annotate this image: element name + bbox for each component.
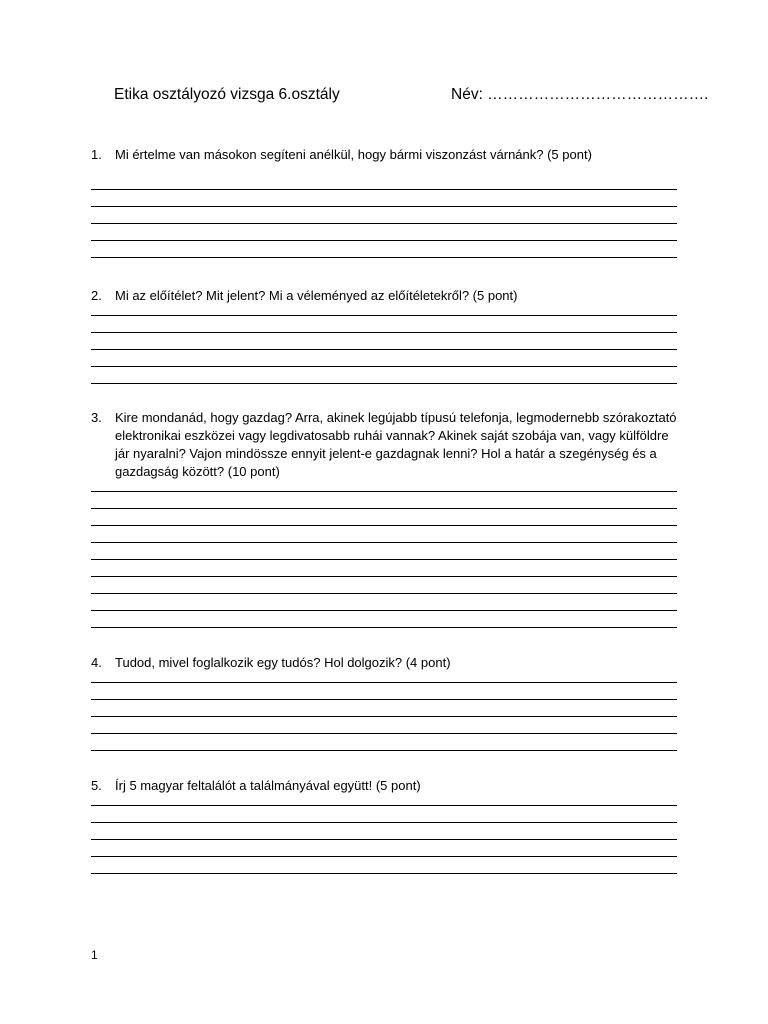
question-5 — [91, 777, 677, 874]
question-text: Mi az előítélet? Mit jelent? Mi a véleményed az előítéletekről? (5 pont) — [115, 288, 518, 303]
answer-line[interactable] — [91, 856, 677, 873]
answer-line[interactable] — [91, 542, 677, 559]
page-number: 1 — [91, 948, 98, 962]
question-3 — [91, 409, 677, 628]
question-text-row — [91, 409, 677, 481]
question-number: 3. — [91, 410, 102, 425]
answer-line[interactable] — [91, 805, 677, 822]
answer-line[interactable] — [91, 525, 677, 542]
answer-line[interactable] — [91, 240, 677, 257]
answer-line[interactable] — [91, 682, 677, 699]
question-4 — [91, 654, 677, 751]
question-text: Tudod, mivel foglalkozik egy tudós? Hol dolgozik? (4 pont) — [115, 655, 451, 670]
answer-lines[interactable] — [91, 315, 677, 384]
question-text-row — [91, 654, 677, 672]
answer-line[interactable] — [91, 332, 677, 349]
question-text: Mi értelme van másokon segíteni anélkül, hogy bármi viszonzást várnánk? (5 pont) — [115, 147, 592, 162]
student-name-field[interactable]: Név: ……………………………………. — [451, 86, 709, 103]
question-text-row — [91, 777, 677, 795]
answer-line[interactable] — [91, 839, 677, 856]
question-text: Kire mondanád, hogy gazdag? Arra, akinek legújabb típusú telefonja, legmodernebb szórakoztató elektronikai eszközei vagy legdivatosabb ruhái vannak? Akinek saját szobája van, vagy külföldre jár nyaralni? Vajon mindössze ennyit jelent-e gazdagnak lenni? Hol a határ a szegénység és a gazdagság között? (10 pont) — [115, 410, 677, 479]
answer-line[interactable] — [91, 716, 677, 733]
question-text-row — [91, 146, 677, 164]
answer-line[interactable] — [91, 699, 677, 716]
answer-lines[interactable] — [91, 189, 677, 258]
answer-lines[interactable] — [91, 682, 677, 751]
question-1 — [91, 146, 677, 258]
question-text-row — [91, 287, 677, 305]
answer-line[interactable] — [91, 822, 677, 839]
answer-line[interactable] — [91, 593, 677, 610]
question-number: 4. — [91, 655, 102, 670]
answer-line[interactable] — [91, 366, 677, 383]
question-number: 2. — [91, 288, 102, 303]
answer-line[interactable] — [91, 576, 677, 593]
question-number: 5. — [91, 778, 102, 793]
answer-line[interactable] — [91, 559, 677, 576]
question-number: 1. — [91, 147, 102, 162]
answer-line[interactable] — [91, 383, 677, 384]
answer-line[interactable] — [91, 750, 677, 751]
answer-line[interactable] — [91, 491, 677, 508]
answer-lines[interactable] — [91, 805, 677, 874]
answer-line[interactable] — [91, 873, 677, 874]
answer-line[interactable] — [91, 610, 677, 627]
answer-line[interactable] — [91, 733, 677, 750]
answer-line[interactable] — [91, 206, 677, 223]
exam-title: Etika osztályozó vizsga 6.osztály — [114, 86, 340, 103]
answer-line[interactable] — [91, 223, 677, 240]
exam-header — [114, 86, 709, 108]
question-text: Írj 5 magyar feltalálót a találmányával együtt! (5 pont) — [115, 778, 421, 793]
answer-line[interactable] — [91, 257, 677, 258]
answer-line[interactable] — [91, 627, 677, 628]
answer-line[interactable] — [91, 189, 677, 206]
answer-lines[interactable] — [91, 491, 677, 628]
answer-line[interactable] — [91, 508, 677, 525]
answer-line[interactable] — [91, 349, 677, 366]
answer-line[interactable] — [91, 315, 677, 332]
question-2 — [91, 287, 677, 384]
